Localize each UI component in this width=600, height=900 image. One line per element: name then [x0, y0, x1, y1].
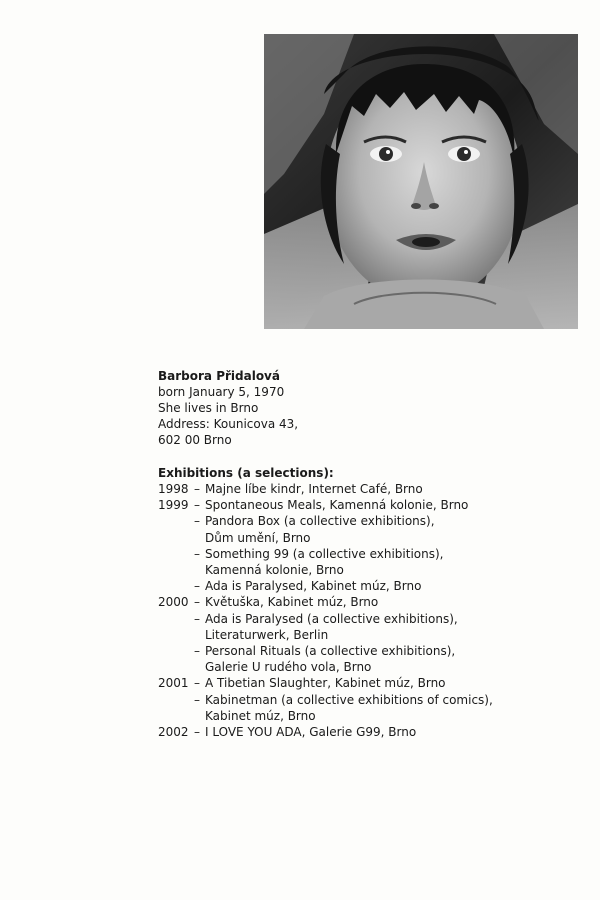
exhibition-row: [158, 659, 493, 675]
artist-address-line1: Address: Kounicova 43,: [158, 417, 299, 432]
exhibition-dash: –: [194, 644, 200, 659]
exhibition-year: [158, 562, 194, 578]
exhibition-row: [158, 497, 493, 513]
portrait-illustration: [264, 34, 578, 329]
exhibition-text: Kabinet múz, Brno: [205, 708, 316, 723]
artist-born: born January 5, 1970: [158, 385, 285, 400]
exhibitions-heading: Exhibitions (a selections):: [158, 466, 334, 480]
exhibition-text: Majne líbe kindr, Internet Café, Brno: [205, 482, 423, 496]
exhibition-text: Something 99 (a collective exhibitions),: [205, 546, 444, 561]
artist-address-line2: 602 00 Brno: [158, 433, 232, 448]
exhibition-text: Spontaneous Meals, Kamenná kolonie, Brno: [205, 498, 469, 513]
exhibition-year: [158, 513, 194, 529]
exhibition-year: [158, 530, 194, 546]
exhibition-row: [158, 611, 493, 627]
exhibition-row: [158, 692, 493, 708]
exhibition-text: Kamenná kolonie, Brno: [205, 563, 344, 578]
exhibitions-list: [158, 481, 493, 740]
exhibition-year: 2002: [158, 725, 189, 740]
exhibition-dash: –: [194, 611, 200, 626]
exhibition-dash: [194, 530, 205, 546]
portrait-photo: [264, 34, 578, 329]
exhibition-text: Literaturwerk, Berlin: [205, 627, 329, 642]
artist-name: Barbora Přidalová: [158, 369, 280, 383]
exhibition-dash: –: [194, 546, 200, 561]
exhibition-row: [158, 578, 493, 594]
exhibition-text: Kabinetman (a collective exhibitions of comics),: [205, 692, 493, 707]
exhibition-dash: –: [194, 595, 200, 610]
exhibition-row: [158, 546, 493, 562]
exhibition-year: 2001: [158, 676, 189, 691]
exhibition-year: [158, 546, 194, 562]
artist-bio: [158, 368, 298, 448]
exhibition-row: [158, 708, 493, 724]
exhibition-dash: [194, 562, 205, 578]
exhibition-text: Ada is Paralysed (a collective exhibitions),: [205, 611, 458, 626]
exhibition-text: Galerie U rudého vola, Brno: [205, 660, 372, 675]
exhibition-year: [158, 643, 194, 659]
exhibition-dash: –: [194, 676, 200, 691]
exhibition-row: [158, 530, 493, 546]
exhibition-row: [158, 481, 493, 497]
exhibition-year: [158, 659, 194, 675]
exhibition-year: 1999: [158, 498, 189, 513]
exhibition-row: [158, 562, 493, 578]
exhibition-text: A Tibetian Slaughter, Kabinet múz, Brno: [205, 676, 446, 691]
exhibition-row: [158, 594, 493, 610]
exhibition-dash: –: [194, 692, 200, 707]
exhibition-dash: –: [194, 498, 200, 513]
exhibition-year: [158, 708, 194, 724]
exhibition-year: [158, 692, 194, 708]
exhibition-row: [158, 643, 493, 659]
exhibition-year: 2000: [158, 595, 189, 610]
exhibition-text: Personal Rituals (a collective exhibitions),: [205, 644, 456, 659]
exhibition-year: [158, 611, 194, 627]
exhibition-text: I LOVE YOU ADA, Galerie G99, Brno: [205, 725, 417, 740]
exhibition-dash: –: [194, 579, 200, 594]
artist-residence: She lives in Brno: [158, 401, 259, 416]
exhibition-dash: [194, 708, 205, 724]
exhibition-dash: –: [194, 514, 200, 529]
exhibition-dash: –: [194, 725, 200, 740]
exhibition-year: [158, 627, 194, 643]
exhibition-text: Ada is Paralysed, Kabinet múz, Brno: [205, 579, 422, 594]
exhibition-year: 1998: [158, 482, 189, 496]
exhibition-text: Květuška, Kabinet múz, Brno: [205, 595, 379, 610]
exhibition-row: [158, 724, 493, 740]
exhibition-row: [158, 675, 493, 691]
exhibition-row: [158, 627, 493, 643]
exhibition-year: [158, 578, 194, 594]
exhibition-dash: [194, 627, 205, 643]
exhibition-text: Pandora Box (a collective exhibitions),: [205, 514, 435, 529]
exhibition-dash: –: [194, 482, 200, 496]
exhibition-text: Dům umění, Brno: [205, 530, 311, 545]
exhibition-dash: [194, 659, 205, 675]
exhibition-row: [158, 513, 493, 529]
